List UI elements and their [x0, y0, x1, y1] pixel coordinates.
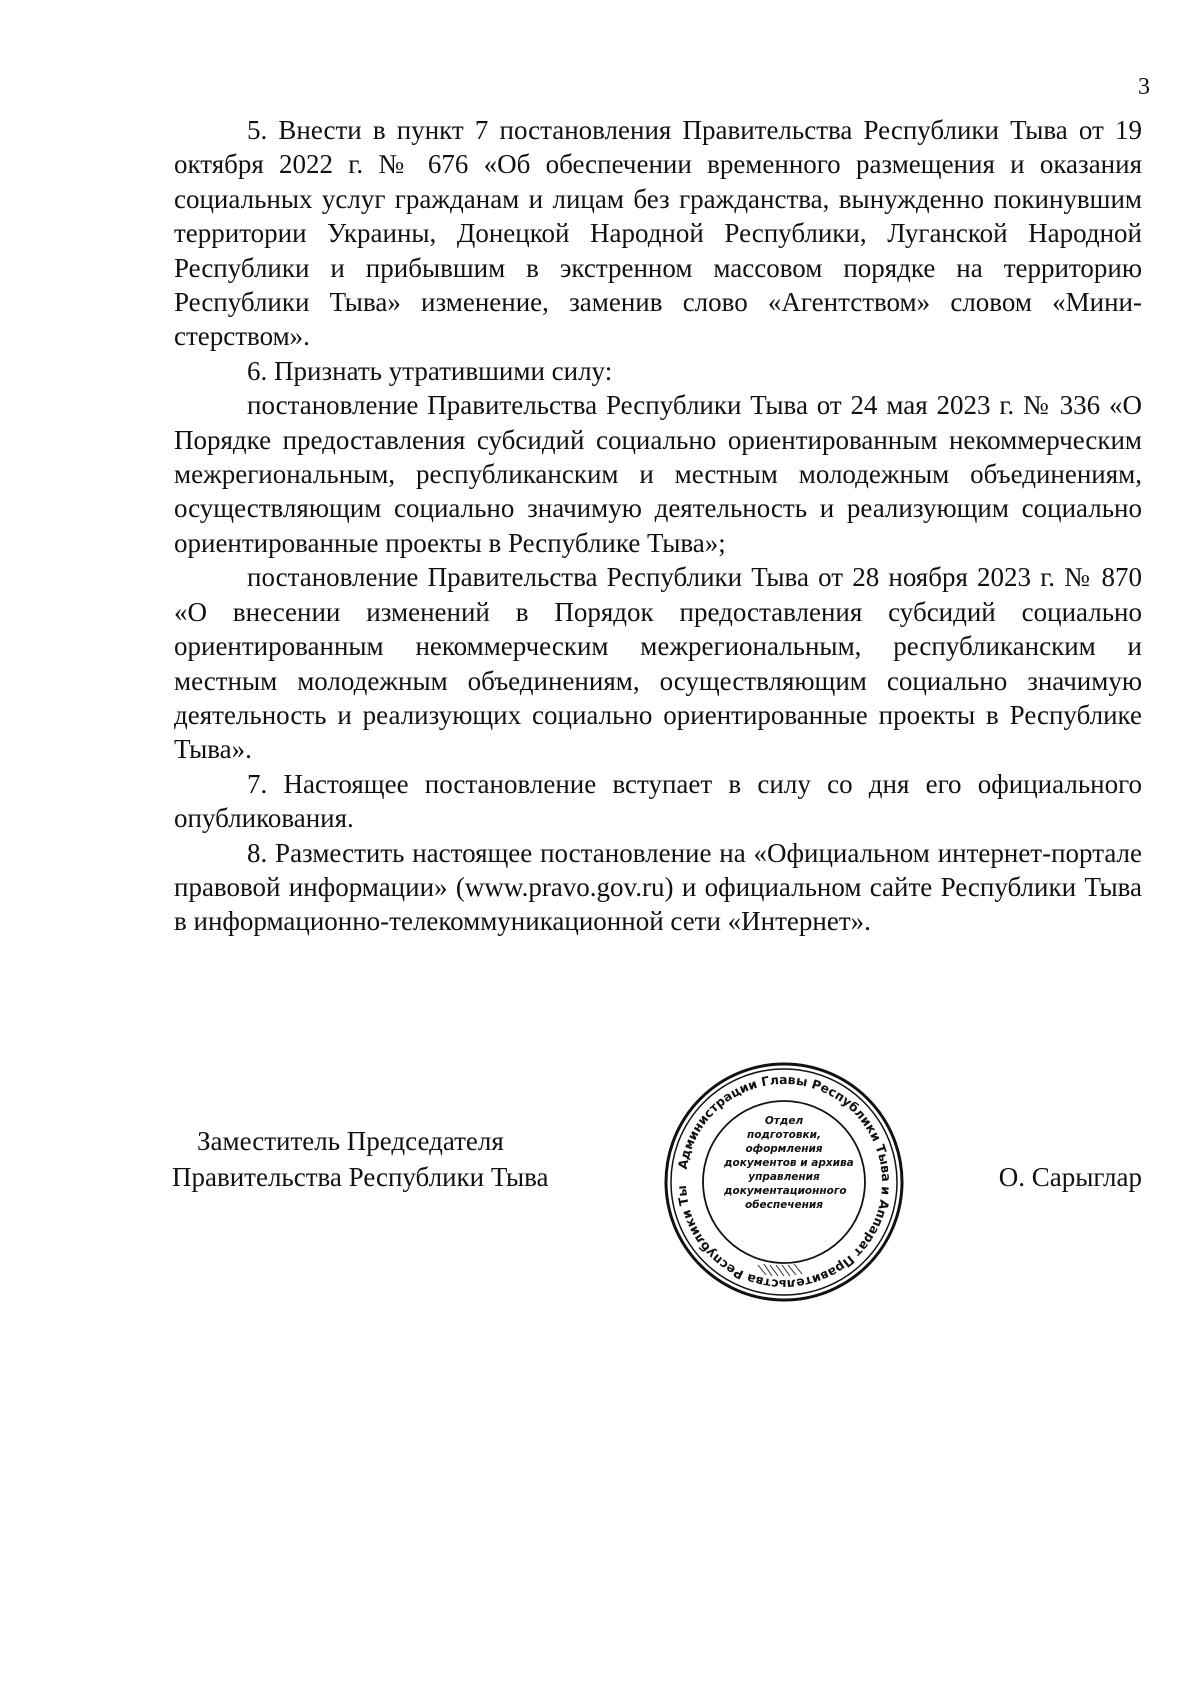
document-body	[174, 113, 1142, 939]
paragraph-repeal-resolution-870: постановление Правительства Республики Тыва от 28 ноября 2023 г. № 870 «О внесении изменений в Порядок предоставления субсидий социально ориентированным некоммерческим межрегиональным, республиканским и местным молодежным объединениям, осуществляющим социально значимую деятельность и реализующих социально ориентированные проекты в Республике Тыва».	[174, 562, 1142, 765]
seal-line: Отдел	[764, 1115, 804, 1127]
seal-hatching	[758, 1264, 802, 1276]
seal-inner-text	[724, 1114, 854, 1212]
paragraph-item-7: 7. Настоящее постановление вступает в силу со дня его официального опубликования.	[174, 768, 1142, 834]
signatory-title	[172, 1123, 602, 1195]
signatory-title-line-1: Заместитель Председателя	[197, 1126, 504, 1156]
paragraph-repeal-resolution-336: постановление Правительства Республики Тыва от 24 мая 2023 г. № 336 «О Порядке предоставления субсидий социально ориентированным некоммерческим межрегиональным, республиканским и местным молодежным объединениям, осуществляющим социально значимую деятельность и реализующим социально ориентированные проекты в Республике Тыва»;	[174, 390, 1142, 558]
paragraph-item-5: 5. Внести в пункт 7 постановления Правительства Республики Тыва от 19 октября 2022 г. № 676 «Об обеспечении временного размещения и оказания социальных услуг гражданам и лицам без гражданства, вынужденно покинувшим территории Украины, Донецкой Народной Республики, Луганской Народной Республики и прибывшим в экстренном массовом порядке на территорию Республики Тыва» изменение, заменив слово «Агентством» словом «Министерством».	[174, 115, 1142, 352]
page-number: 3	[1138, 74, 1150, 100]
official-seal	[662, 1060, 906, 1304]
seal-line: подготовки,	[746, 1129, 822, 1141]
paragraph-item-6: 6. Признать утратившими силу:	[247, 355, 613, 386]
seal-line: документов и архива	[724, 1157, 854, 1169]
signatory-title-line-2: Правительства Республики Тыва	[172, 1162, 549, 1192]
signatory-name: О. Сарыглар	[998, 1162, 1142, 1192]
seal-line: документационного	[724, 1185, 847, 1197]
seal-line: обеспечения	[745, 1199, 823, 1211]
seal-line: управления	[748, 1171, 820, 1183]
signature-block	[172, 1113, 1142, 1333]
seal-ring-text: Администрации Главы Республики Тыва и Аппарат Правительства Республики Ты	[673, 1071, 895, 1293]
seal-line: оформления	[745, 1143, 823, 1155]
paragraph-item-8: 8. Разместить настоящее постановление на «Официальном интернет-портале правовой информации» (www.pravo.gov.ru) и официальном сайте Республики Тыва в информационно-телекоммуникационной сети «Интернет».	[174, 837, 1142, 937]
